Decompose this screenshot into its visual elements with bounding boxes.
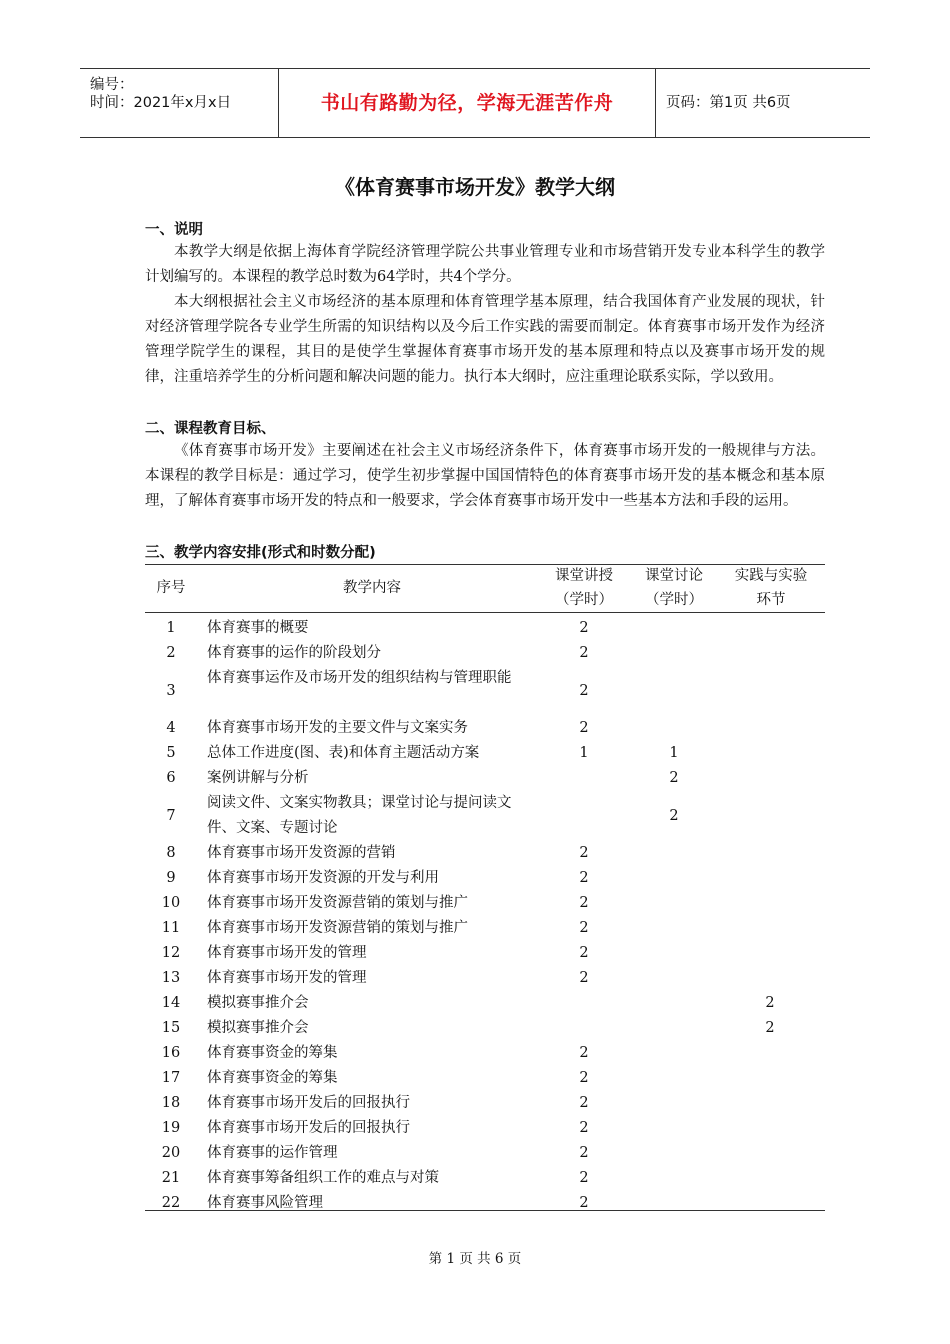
- table-row: [145, 641, 825, 666]
- row-number: 17: [161, 1070, 181, 1086]
- row-lecture-hours: 2: [579, 645, 589, 661]
- row-content: 体育赛事市场开发后的回报执行: [207, 1120, 410, 1136]
- row-content: 体育赛事的运作的阶段划分: [207, 645, 381, 661]
- row-content: 体育赛事市场开发资源营销的策划与推广: [207, 895, 468, 911]
- section-1-paragraph-2: 本大纲根据社会主义市场经济的基本原理和体育管理学基本原理，结合我国体育产业发展的现状，针对经济管理学院各专业学生所需的知识结构以及今后工作实践的需要而制定。体育赛事市场开发作为经济管理学院学生的课程，其目的是使学生掌握体育赛事市场开发的基本原理和特点以及赛事市场开发的规律，注重培养学生的分析问题和解决问题的能力。执行本大纲时，应注重理论联系实际，学以致用。: [145, 294, 825, 385]
- page-header: [80, 68, 870, 138]
- row-number: 9: [166, 870, 176, 886]
- table-row: [145, 941, 825, 966]
- table-row: [145, 1016, 825, 1041]
- row-lecture-hours: 2: [579, 683, 589, 699]
- row-lecture-hours: 2: [579, 845, 589, 861]
- header-content: 教学内容: [343, 580, 401, 596]
- table-row: [145, 966, 825, 991]
- row-content: 案例讲解与分析: [207, 770, 309, 786]
- row-content: 体育赛事资金的筹集: [207, 1045, 338, 1061]
- row-lecture-hours: 2: [579, 1070, 589, 1086]
- row-number: 3: [166, 683, 176, 699]
- header-practice-line1: 实践与实验: [734, 568, 808, 584]
- row-number: 10: [161, 895, 181, 911]
- row-practice-hours: 2: [765, 995, 775, 1011]
- row-lecture-hours: 2: [579, 720, 589, 736]
- row-number: 20: [161, 1145, 181, 1161]
- row-number: 7: [166, 808, 176, 824]
- header-practice-line2: 环节: [756, 592, 786, 608]
- row-discussion-hours: 1: [669, 745, 679, 761]
- row-number: 14: [161, 995, 181, 1011]
- row-number: 16: [161, 1045, 181, 1061]
- table-row: [145, 1166, 825, 1191]
- row-discussion-hours: 2: [669, 808, 679, 824]
- row-practice-hours: 2: [765, 1020, 775, 1036]
- table-header-rule: [145, 612, 825, 613]
- row-lecture-hours: 2: [579, 920, 589, 936]
- section-2-paragraph-1: 《体育赛事市场开发》主要阐述在社会主义市场经济条件下，体育赛事市场开发的一般规律与方法。本课程的教学目标是：通过学习，使学生初步掌握中国国情特色的体育赛事市场开发的基本概念和基本原理，了解体育赛事市场开发的特点和一般要求，学会体育赛事市场开发中一些基本方法和手段的运用。: [145, 443, 825, 509]
- section-1-paragraph-1: 本教学大纲是依据上海体育学院经济管理学院公共事业管理专业和市场营销开发专业本科学生的教学计划编写的。本课程的教学总时数为64学时，共4个学分。: [145, 244, 825, 285]
- row-number: 21: [161, 1170, 181, 1186]
- row-content: 模拟赛事推介会: [207, 1020, 309, 1036]
- row-number: 12: [161, 945, 181, 961]
- row-content: 体育赛事市场开发资源的开发与利用: [207, 870, 439, 886]
- table-row: [145, 716, 825, 741]
- header-discussion: [635, 564, 713, 612]
- row-content: 总体工作进度(图、表)和体育主题活动方案: [207, 745, 480, 761]
- row-lecture-hours: 2: [579, 945, 589, 961]
- page-footer: 第 1 页 共 6 页: [428, 1251, 522, 1267]
- row-content: 体育赛事运作及市场开发的组织结构与管理职能: [207, 670, 512, 686]
- header-lecture: [545, 564, 623, 612]
- row-discussion-hours: 2: [669, 770, 679, 786]
- table-row: [145, 916, 825, 941]
- row-content: 体育赛事风险管理: [207, 1195, 323, 1211]
- header-practice: [721, 564, 821, 612]
- row-number: 11: [161, 920, 181, 936]
- row-content: 体育赛事市场开发的管理: [207, 970, 367, 986]
- row-content: 体育赛事市场开发的管理: [207, 945, 367, 961]
- row-lecture-hours: 2: [579, 1045, 589, 1061]
- row-number: 2: [166, 645, 176, 661]
- table-row: [145, 1141, 825, 1166]
- row-lecture-hours: 1: [579, 745, 589, 761]
- row-lecture-hours: 2: [579, 970, 589, 986]
- row-content: 体育赛事市场开发资源营销的策划与推广: [207, 920, 468, 936]
- row-content: 体育赛事市场开发的主要文件与文案实务: [207, 720, 468, 736]
- header-discussion-line2: （学时）: [645, 592, 703, 608]
- row-number: 4: [166, 720, 176, 736]
- row-number: 15: [161, 1020, 181, 1036]
- row-number: 18: [161, 1095, 181, 1111]
- row-lecture-hours: 2: [579, 1145, 589, 1161]
- row-lecture-hours: 2: [579, 1120, 589, 1136]
- row-number: 13: [161, 970, 181, 986]
- row-lecture-hours: 2: [579, 870, 589, 886]
- header-discussion-line1: 课堂讨论: [645, 568, 703, 584]
- table-row: [145, 1191, 825, 1216]
- header-page-number: 页码：第1页 共6页: [666, 95, 791, 111]
- table-row: [145, 666, 825, 716]
- header-meta: [80, 69, 278, 137]
- table-row: [145, 791, 825, 841]
- table-row: [145, 1041, 825, 1066]
- document-number-label: 编号：: [90, 77, 134, 93]
- row-content: 体育赛事的运作管理: [207, 1145, 338, 1161]
- row-content: 体育赛事的概要: [207, 620, 309, 636]
- table-row: [145, 891, 825, 916]
- table-row: [145, 1116, 825, 1141]
- table-row: [145, 741, 825, 766]
- row-number: 5: [166, 745, 176, 761]
- table-row: [145, 766, 825, 791]
- row-number: 22: [161, 1195, 181, 1211]
- row-number: 1: [166, 620, 176, 636]
- document-title: 《体育赛事市场开发》教学大纲: [335, 175, 615, 199]
- row-content: 体育赛事筹备组织工作的难点与对策: [207, 1170, 439, 1186]
- row-lecture-hours: 2: [579, 1195, 589, 1211]
- row-content: 体育赛事市场开发资源的营销: [207, 845, 396, 861]
- row-content: 阅读文件、文案实物教具；课堂讨论与提问读文件、文案、专题讨论: [207, 795, 512, 836]
- row-lecture-hours: 2: [579, 620, 589, 636]
- header-lecture-line2: （学时）: [555, 592, 613, 608]
- table-row: [145, 616, 825, 641]
- row-lecture-hours: 2: [579, 895, 589, 911]
- row-content: 模拟赛事推介会: [207, 995, 309, 1011]
- table-row: [145, 866, 825, 891]
- document-time-label: 时间：2021年x月x日: [90, 95, 232, 111]
- section-heading-1: 一、说明: [145, 222, 203, 238]
- table-row: [145, 841, 825, 866]
- row-number: 6: [166, 770, 176, 786]
- table-row: [145, 991, 825, 1016]
- table-row: [145, 1066, 825, 1091]
- row-content: 体育赛事市场开发后的回报执行: [207, 1095, 410, 1111]
- row-lecture-hours: 2: [579, 1095, 589, 1111]
- table-row: [145, 1091, 825, 1116]
- section-heading-2: 二、课程教育目标、: [145, 421, 276, 437]
- row-content: 体育赛事资金的筹集: [207, 1070, 338, 1086]
- header-lecture-line1: 课堂讲授: [555, 568, 613, 584]
- row-lecture-hours: 2: [579, 1170, 589, 1186]
- section-heading-3: 三、教学内容安排(形式和时数分配): [145, 545, 376, 561]
- row-number: 8: [166, 845, 176, 861]
- header-number: 序号: [156, 580, 186, 596]
- header-motto: 书山有路勤为径，学海无涯苦作舟: [278, 69, 656, 137]
- row-number: 19: [161, 1120, 181, 1136]
